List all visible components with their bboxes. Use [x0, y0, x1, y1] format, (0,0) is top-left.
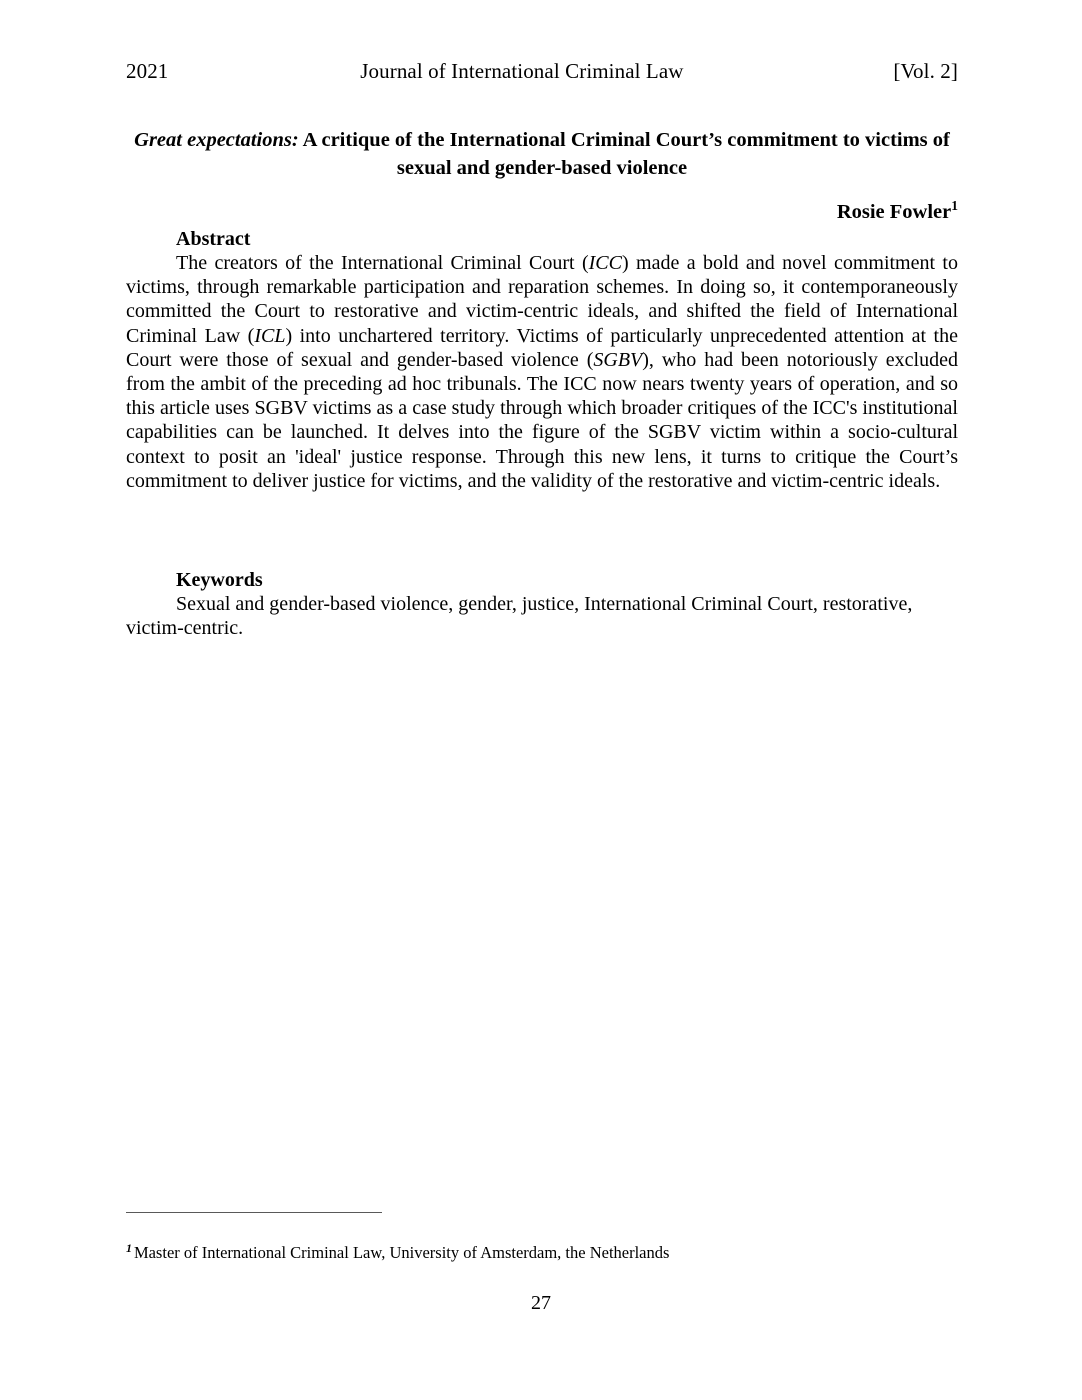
author-byline	[126, 199, 958, 225]
footnote-separator	[126, 1212, 382, 1213]
abstract-italic-sgbv: SGBV	[593, 348, 643, 371]
abstract-section	[126, 227, 958, 493]
abstract-text-a: The creators of the International Criminal Court (	[176, 252, 589, 274]
author-footnote-marker: 1	[951, 198, 958, 214]
abstract-text-d: ), who had been notoriously excluded from the ambit of the preceding ad hoc tribunals. The ICC now nears twenty years of operation, and so this article uses SGBV victims as a case study through which broader critiques of the ICC's institutional capabilities can be launched. It delves into the figure of the SGBV victim within a socio-cultural context to posit an 'ideal' justice response. Through this new lens, it turns to critique the Court’s commitment to deliver justice for victims, and the validity of the restorative and victim-centric ideals.	[126, 348, 958, 492]
keywords-list: Sexual and gender-based violence, gender, justice, International Criminal Court, restorative, victim-centric.	[126, 593, 913, 640]
page-title	[126, 126, 958, 182]
keywords-heading: Keywords	[176, 569, 263, 591]
abstract-heading: Abstract	[176, 228, 251, 250]
keywords-section	[126, 568, 958, 640]
abstract-text-b: ) made a bold and novel commitment to victims, through remarkable participation and reparation schemes. In doing so, it contemporaneously committed the Court to restorative and victim-centric ideals, and shifted the field of International Criminal Law (	[126, 252, 958, 347]
author-name: Rosie Fowler	[836, 201, 952, 223]
abstract-text-c: ) into unchartered territory. Victims of particularly unprecedented attention at the Court were those of sexual and gender-based violence (	[126, 324, 958, 371]
footnote-area	[126, 1212, 958, 1263]
footnote-affiliation: Master of International Criminal Law, University of Amsterdam, the Netherlands	[133, 1243, 670, 1262]
abstract-paragraph	[126, 251, 958, 493]
header-year: 2021	[126, 59, 169, 83]
header-volume: [Vol. 2]	[893, 59, 958, 83]
footnote-entry	[126, 1240, 958, 1263]
running-head	[126, 58, 958, 84]
abstract-italic-icl: ICL	[254, 324, 286, 347]
page-number: 27	[531, 1292, 551, 1314]
title-second-line: of sexual and gender-based violence	[396, 129, 950, 179]
header-journal-title: Journal of International Criminal Law	[360, 59, 684, 83]
footnote-marker: 1	[126, 1240, 132, 1255]
title-italic-phrase: Great expectations:	[134, 129, 299, 151]
abstract-italic-icc: ICC	[588, 252, 622, 274]
title-main-line: A critique of the International Criminal Court’s commitment to victims	[298, 129, 928, 151]
